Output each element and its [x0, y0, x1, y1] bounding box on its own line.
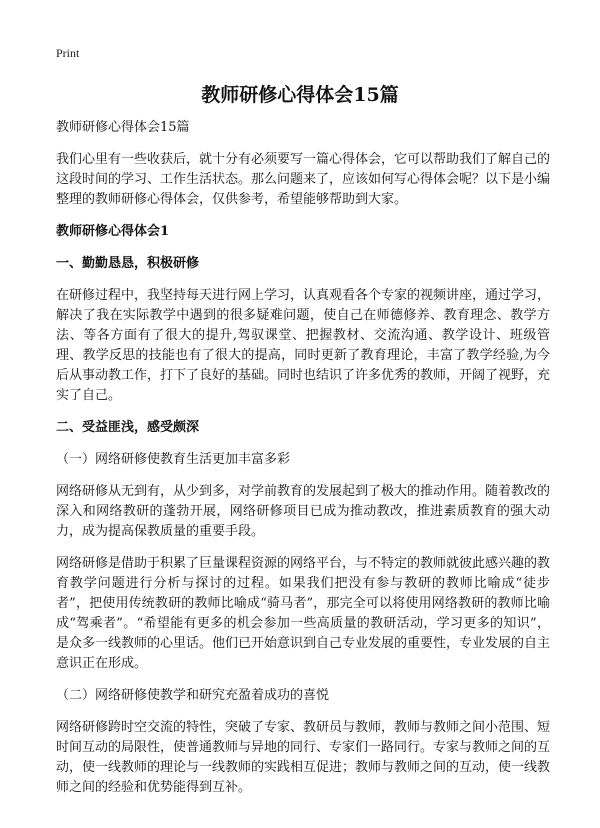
sub1-heading: （一）网络研修使教育生活更加丰富多彩 — [56, 452, 291, 467]
page-title: 教师研修心得体会15篇 — [201, 84, 399, 106]
sub1-paragraph-1: 网络研修从无到有，从少到多，对学前教育的发展起到了极大的推动作用。随着教改的深入和网络教研的蓬勃开展，网络研修项目已成为推动教改，推进素质教育的强大动力，成为提高保教质量的重要手段。 — [56, 484, 551, 539]
part1-paragraph: 在研修过程中，我坚持每天进行网上学习，认真观看各个专家的视频讲座，通过学习，解决了我在实际教学中遇到的很多疑难问题，使自己在师德修养、教育理念、教学方法、等各方面有了很大的提升,驾驭课堂、把握教材、交流沟通、教学设计、班级管理、教学反思的技能也有了很大的提高，同时更新了教育理论，丰富了教学经验,为今后从事动教工作，打下了良好的基础。同时也结识了许多优秀的教师，开阔了视野，充实了自己。 — [56, 288, 551, 403]
section-heading: 教师研修心得体会1 — [56, 224, 170, 239]
article-body — [56, 118, 550, 810]
sub2-paragraph-1: 网络研修跨时空交流的特性，突破了专家、教研员与教师，教师与教师之间小范围、短时间互动的局限性，使普通教师与异地的同行、专家们一路同行。专家与教师之间的互动，使一线教师的理论与一线教师的实践相互促进；教师与教师之间的互动，使一线教师之间的经验和优势能得到互补。 — [56, 720, 551, 795]
sub1-paragraph-2: 网络研修是借助于积累了巨量课程资源的网络平台，与不特定的教师就彼此感兴趣的教育教学问题进行分析与探讨的过程。如果我们把没有参与教研的教师比喻成“徒步者”，把使用传统教研的教师比喻成“骑马者”，那完全可以将使用网络教研的教师比喻成“驾乘者”。“希望能有更多的机会参加一些高质量的教研活动，学习更多的知识”，是众多一线教师的心里话。他们已开始意识到自己专业发展的重要性，专业发展的自主意识正在形成。 — [56, 556, 551, 671]
sub2-heading: （二）网络研修使教学和研究充盈着成功的喜悦 — [56, 688, 330, 703]
print-link[interactable]: Print — [56, 46, 80, 60]
part2-heading: 二、受益匪浅，感受颇深 — [56, 420, 200, 435]
intro-paragraph: 我们心里有一些收获后，就十分有必须要写一篇心得体会，它可以帮助我们了解自己的这段时间的学习、工作生活状态。那么问题来了，应该如何写心得体会呢？以下是小编整理的教师研修心得体会，仅供参考，希望能够帮助到大家。 — [56, 152, 551, 207]
article-subtitle: 教师研修心得体会15篇 — [56, 120, 190, 135]
part1-heading: 一、勤勤恳恳，积极研修 — [56, 256, 200, 271]
